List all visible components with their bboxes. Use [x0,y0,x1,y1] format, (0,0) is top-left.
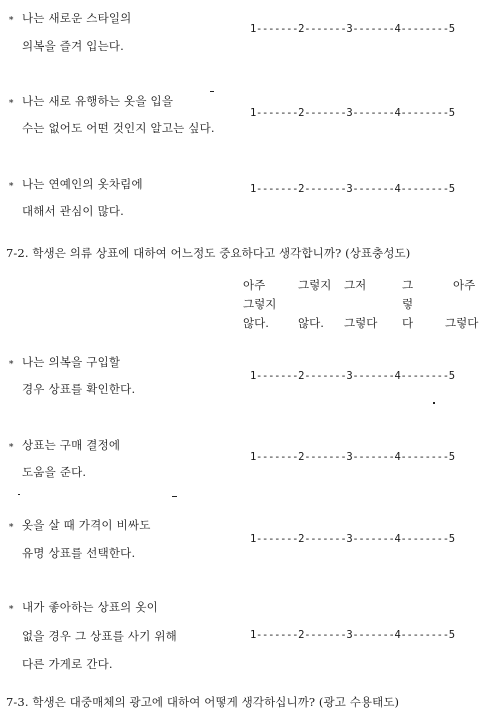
bullet-icon: ∗ [8,521,15,531]
rating-scale[interactable]: 1-------2-------3-------4--------5 [250,23,455,35]
scan-speck [210,91,214,92]
item-text-line: 나는 연예인의 옷차림에 [22,177,143,191]
bullet-icon: ∗ [8,441,15,451]
rating-scale[interactable]: 1-------2-------3-------4--------5 [250,107,455,119]
item-text-line: 옷을 살 때 가격이 비싸도 [22,518,151,532]
scale-header-col2-line3: 않다. [298,316,324,330]
item-text-line: 경우 상표를 확인한다. [22,382,136,396]
item-text-line: 도움을 준다. [22,465,87,479]
bullet-icon: ∗ [8,358,15,368]
section-heading: 7-2. 학생은 의류 상표에 대하여 어느정도 중요하다고 생각합니까? (상표충성도) [6,246,411,260]
scale-header-col2-line1: 그렇지 [298,278,332,292]
item-text-line: 대해서 관심이 많다. [22,204,125,218]
scale-header-col5-line1: 아주 [453,278,476,292]
scale-header-col1-line3: 않다. [243,316,269,330]
scale-header-col4-line3: 다 [402,316,414,330]
item-text-line: 의복을 즐겨 입는다. [22,39,125,53]
bullet-icon: ∗ [8,14,15,24]
scan-speck [18,494,20,495]
item-text-line: 다른 가게로 간다. [22,657,113,671]
rating-scale[interactable]: 1-------2-------3-------4--------5 [250,533,455,545]
scale-header-col4-line1: 그 [402,278,414,292]
scale-header-col4-line2: 렇 [402,297,414,311]
scan-speck [172,496,177,497]
section-heading: 7-3. 학생은 대중매체의 광고에 대하여 어떻게 생각하십니까? (광고 수용태도) [6,695,400,709]
item-text-line: 나는 의복을 구입할 [22,355,121,369]
rating-scale[interactable]: 1-------2-------3-------4--------5 [250,183,455,195]
scale-header-col1-line2: 그렇지 [243,297,277,311]
bullet-icon: ∗ [8,180,15,190]
scale-header-col3-line3: 그렇다 [344,316,378,330]
rating-scale[interactable]: 1-------2-------3-------4--------5 [250,629,455,641]
rating-scale[interactable]: 1-------2-------3-------4--------5 [250,451,455,463]
scale-header-col5-line3: 그렇다 [445,316,479,330]
scale-header-col1-line1: 아주 [243,278,266,292]
item-text-line: 수는 없어도 어떤 것인지 알고는 싶다. [22,121,215,135]
bullet-icon: ∗ [8,603,15,613]
item-text-line: 내가 좋아하는 상표의 옷이 [22,600,158,614]
item-text-line: 나는 새로운 스타일의 [22,11,132,25]
item-text-line: 없을 경우 그 상표를 사기 위해 [22,629,177,643]
item-text-line: 상표는 구매 결정에 [22,438,121,452]
scan-speck [433,402,435,404]
item-text-line: 유명 상표를 선택한다. [22,546,136,560]
scale-header-col3-line1: 그저 [344,278,367,292]
rating-scale[interactable]: 1-------2-------3-------4--------5 [250,370,455,382]
bullet-icon: ∗ [8,97,15,107]
item-text-line: 나는 새로 유행하는 옷을 입을 [22,94,174,108]
